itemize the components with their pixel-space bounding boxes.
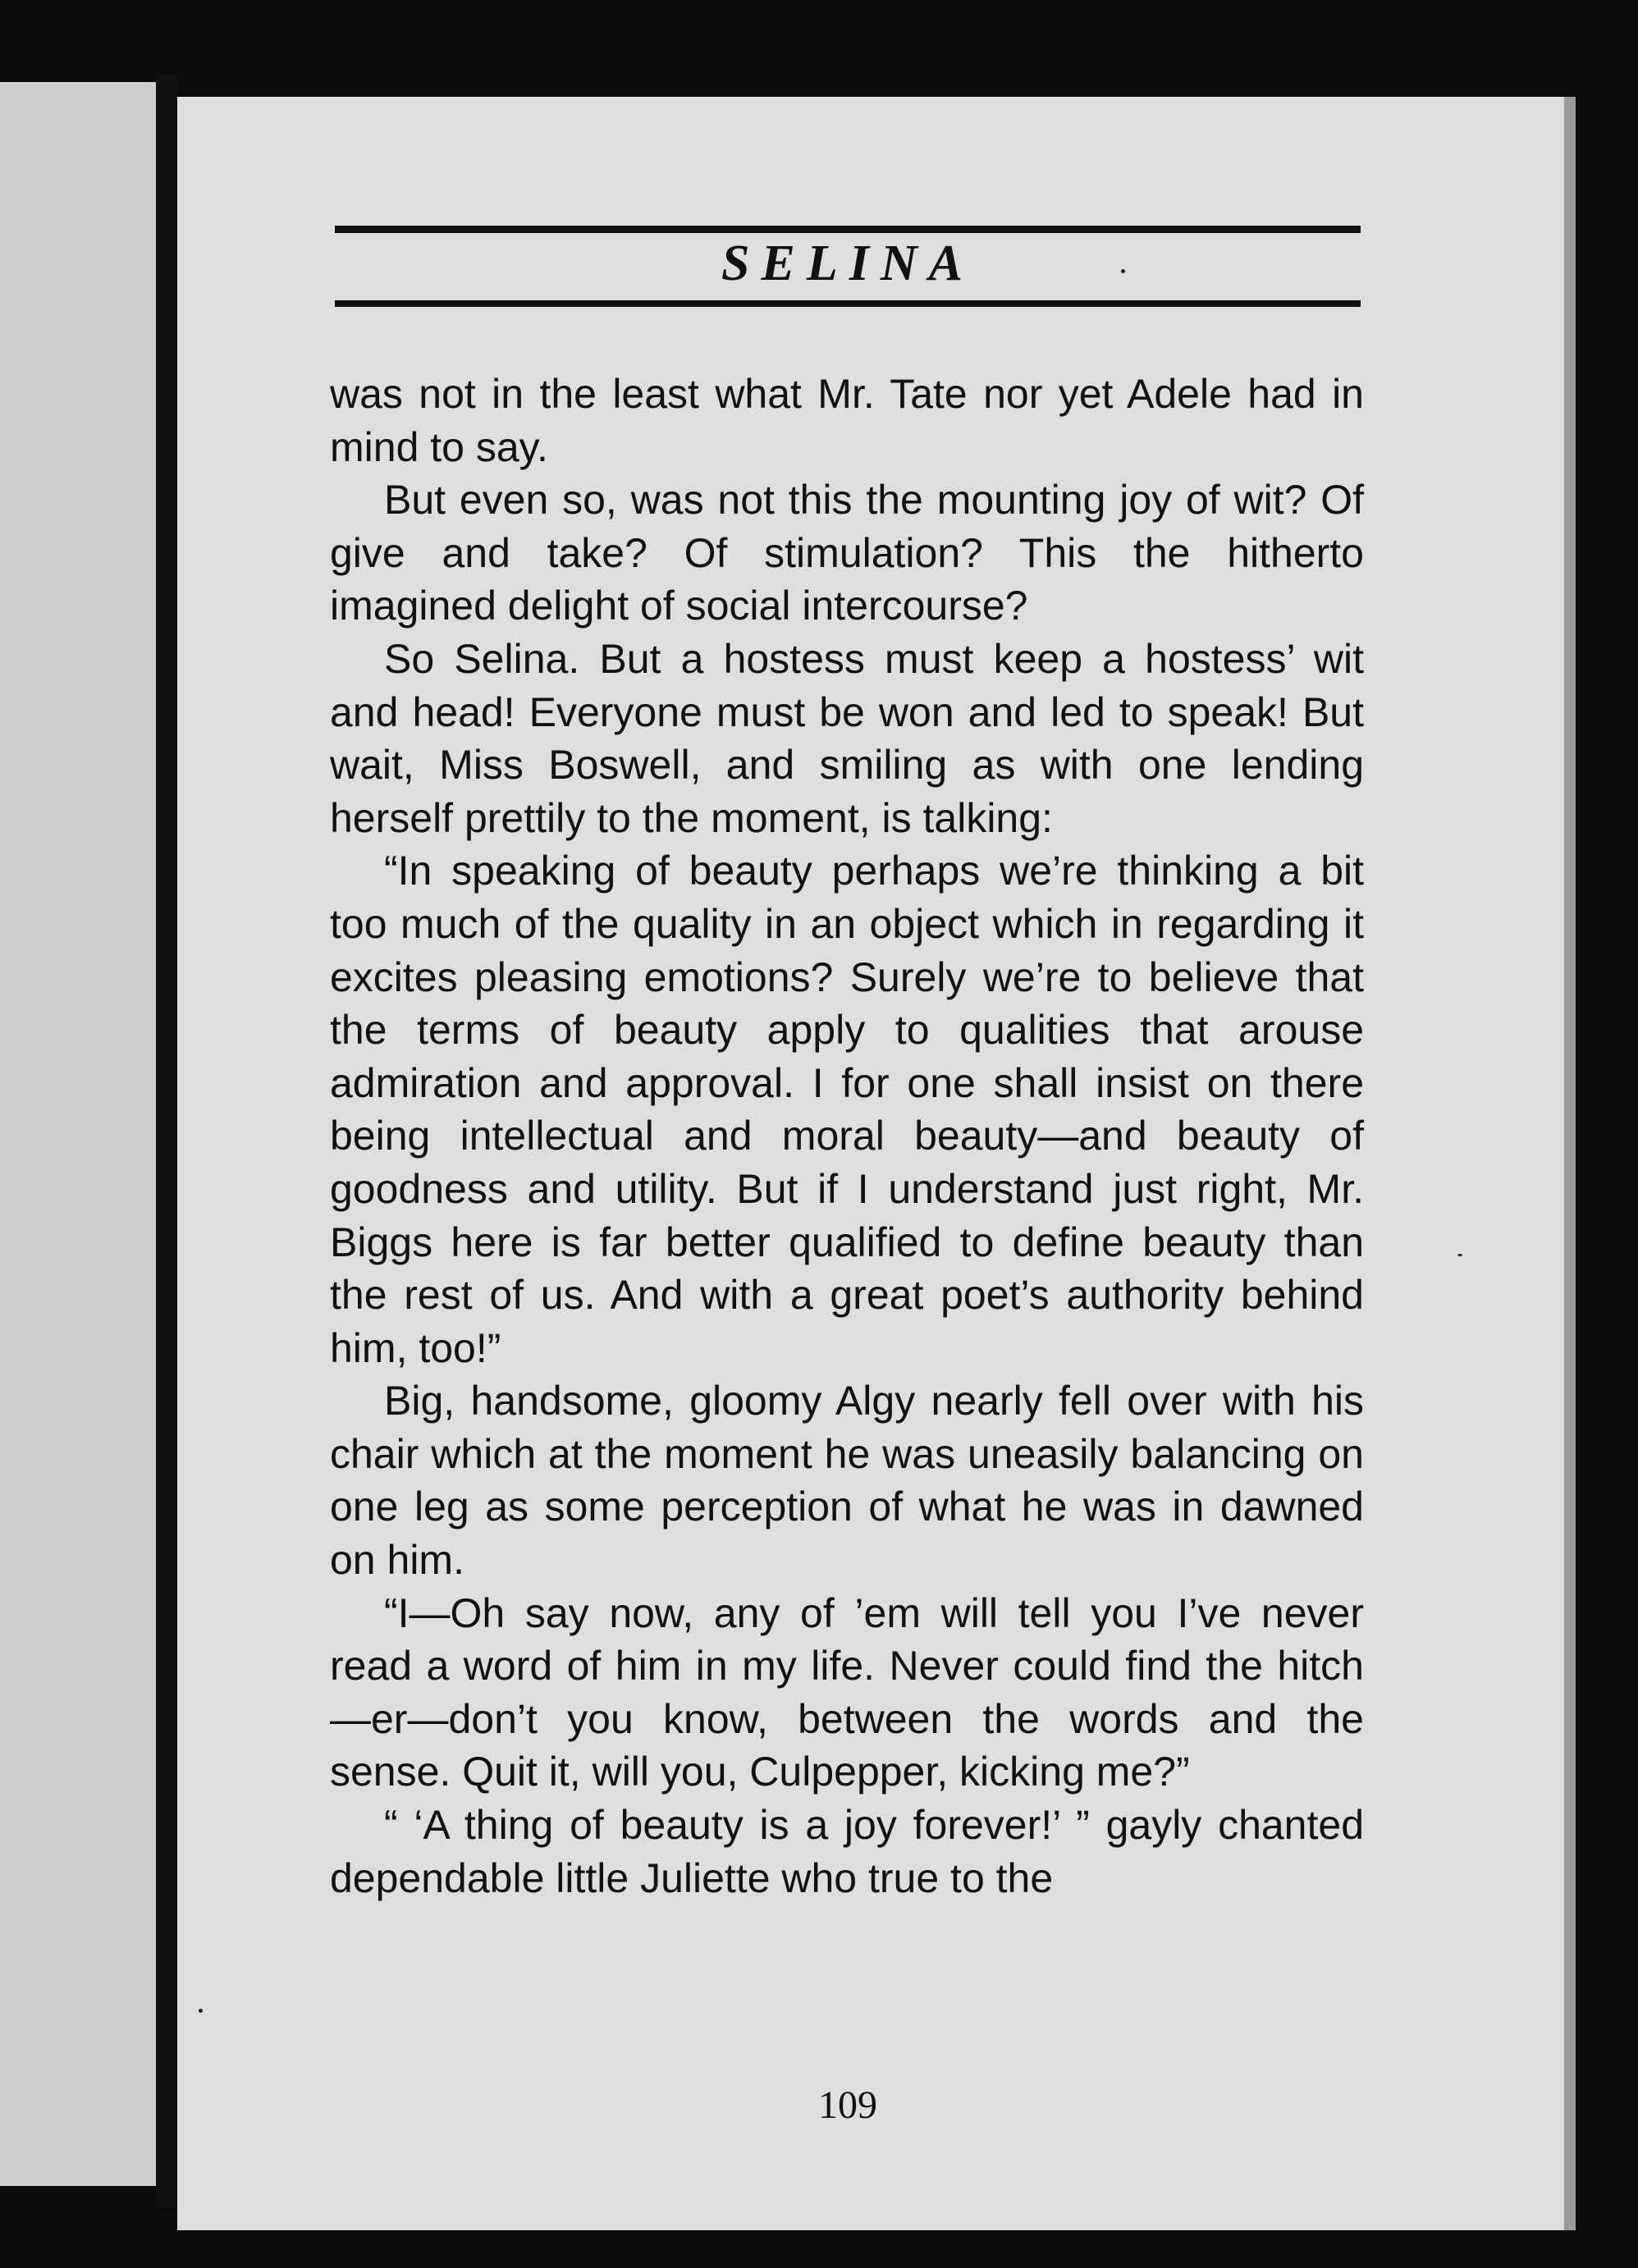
- print-speck: [1121, 269, 1125, 273]
- paragraph: was not in the least what Mr. Tate nor yet Adele had in mind to say.: [330, 371, 1364, 470]
- running-head: SELINA: [721, 235, 974, 291]
- book-page: [177, 97, 1576, 2230]
- paragraph: Big, handsome, gloomy Algy nearly fell over with his chair which at the moment he was uneasily balancing on one leg as some perception of what he was in dawned on him.: [330, 1378, 1364, 1584]
- book-gutter: [156, 74, 177, 2207]
- page-number: 109: [818, 2083, 877, 2127]
- print-speck: [199, 2009, 203, 2013]
- header-rule-bottom: [335, 300, 1361, 307]
- paragraph: “I—Oh say now, any of ’em will tell you I’ve never read a word of him in my life. Never could find the hitch—er—don’t you know, between the words and the sense. Quit it, will you, Culpepper, kicking me?”: [330, 1589, 1364, 1795]
- header-rule-top: [335, 226, 1361, 233]
- paragraph: “ ‘A thing of beauty is a joy forever!’ ” gayly chanted dependable little Juliette who true to the: [330, 1802, 1364, 1901]
- paragraph: So Selina. But a hostess must keep a hostess’ wit and head! Everyone must be won and led to speak! But wait, Miss Boswell, and smiling as with one lending herself prettily to the moment, is talking:: [330, 635, 1364, 841]
- body-text: [330, 368, 1364, 1904]
- paragraph: But even so, was not this the mounting joy of wit? Of give and take? Of stimulation? This the hitherto imagined delight of social intercourse?: [330, 477, 1364, 629]
- print-speck: [1457, 1254, 1462, 1256]
- paragraph: “In speaking of beauty perhaps we’re thinking a bit too much of the quality in an object which in regarding it excites pleasing emotions? Surely we’re to believe that the terms of beauty apply to qualities that arouse admiration and approval. I for one shall insist on there being intellectual and moral beauty—and beauty of goodness and utility. But if I understand just right, Mr. Biggs here is far better qualified to define beauty than the rest of us. And with a great poet’s authority behind him, too!”: [330, 848, 1364, 1371]
- facing-page-edge: [0, 82, 156, 2186]
